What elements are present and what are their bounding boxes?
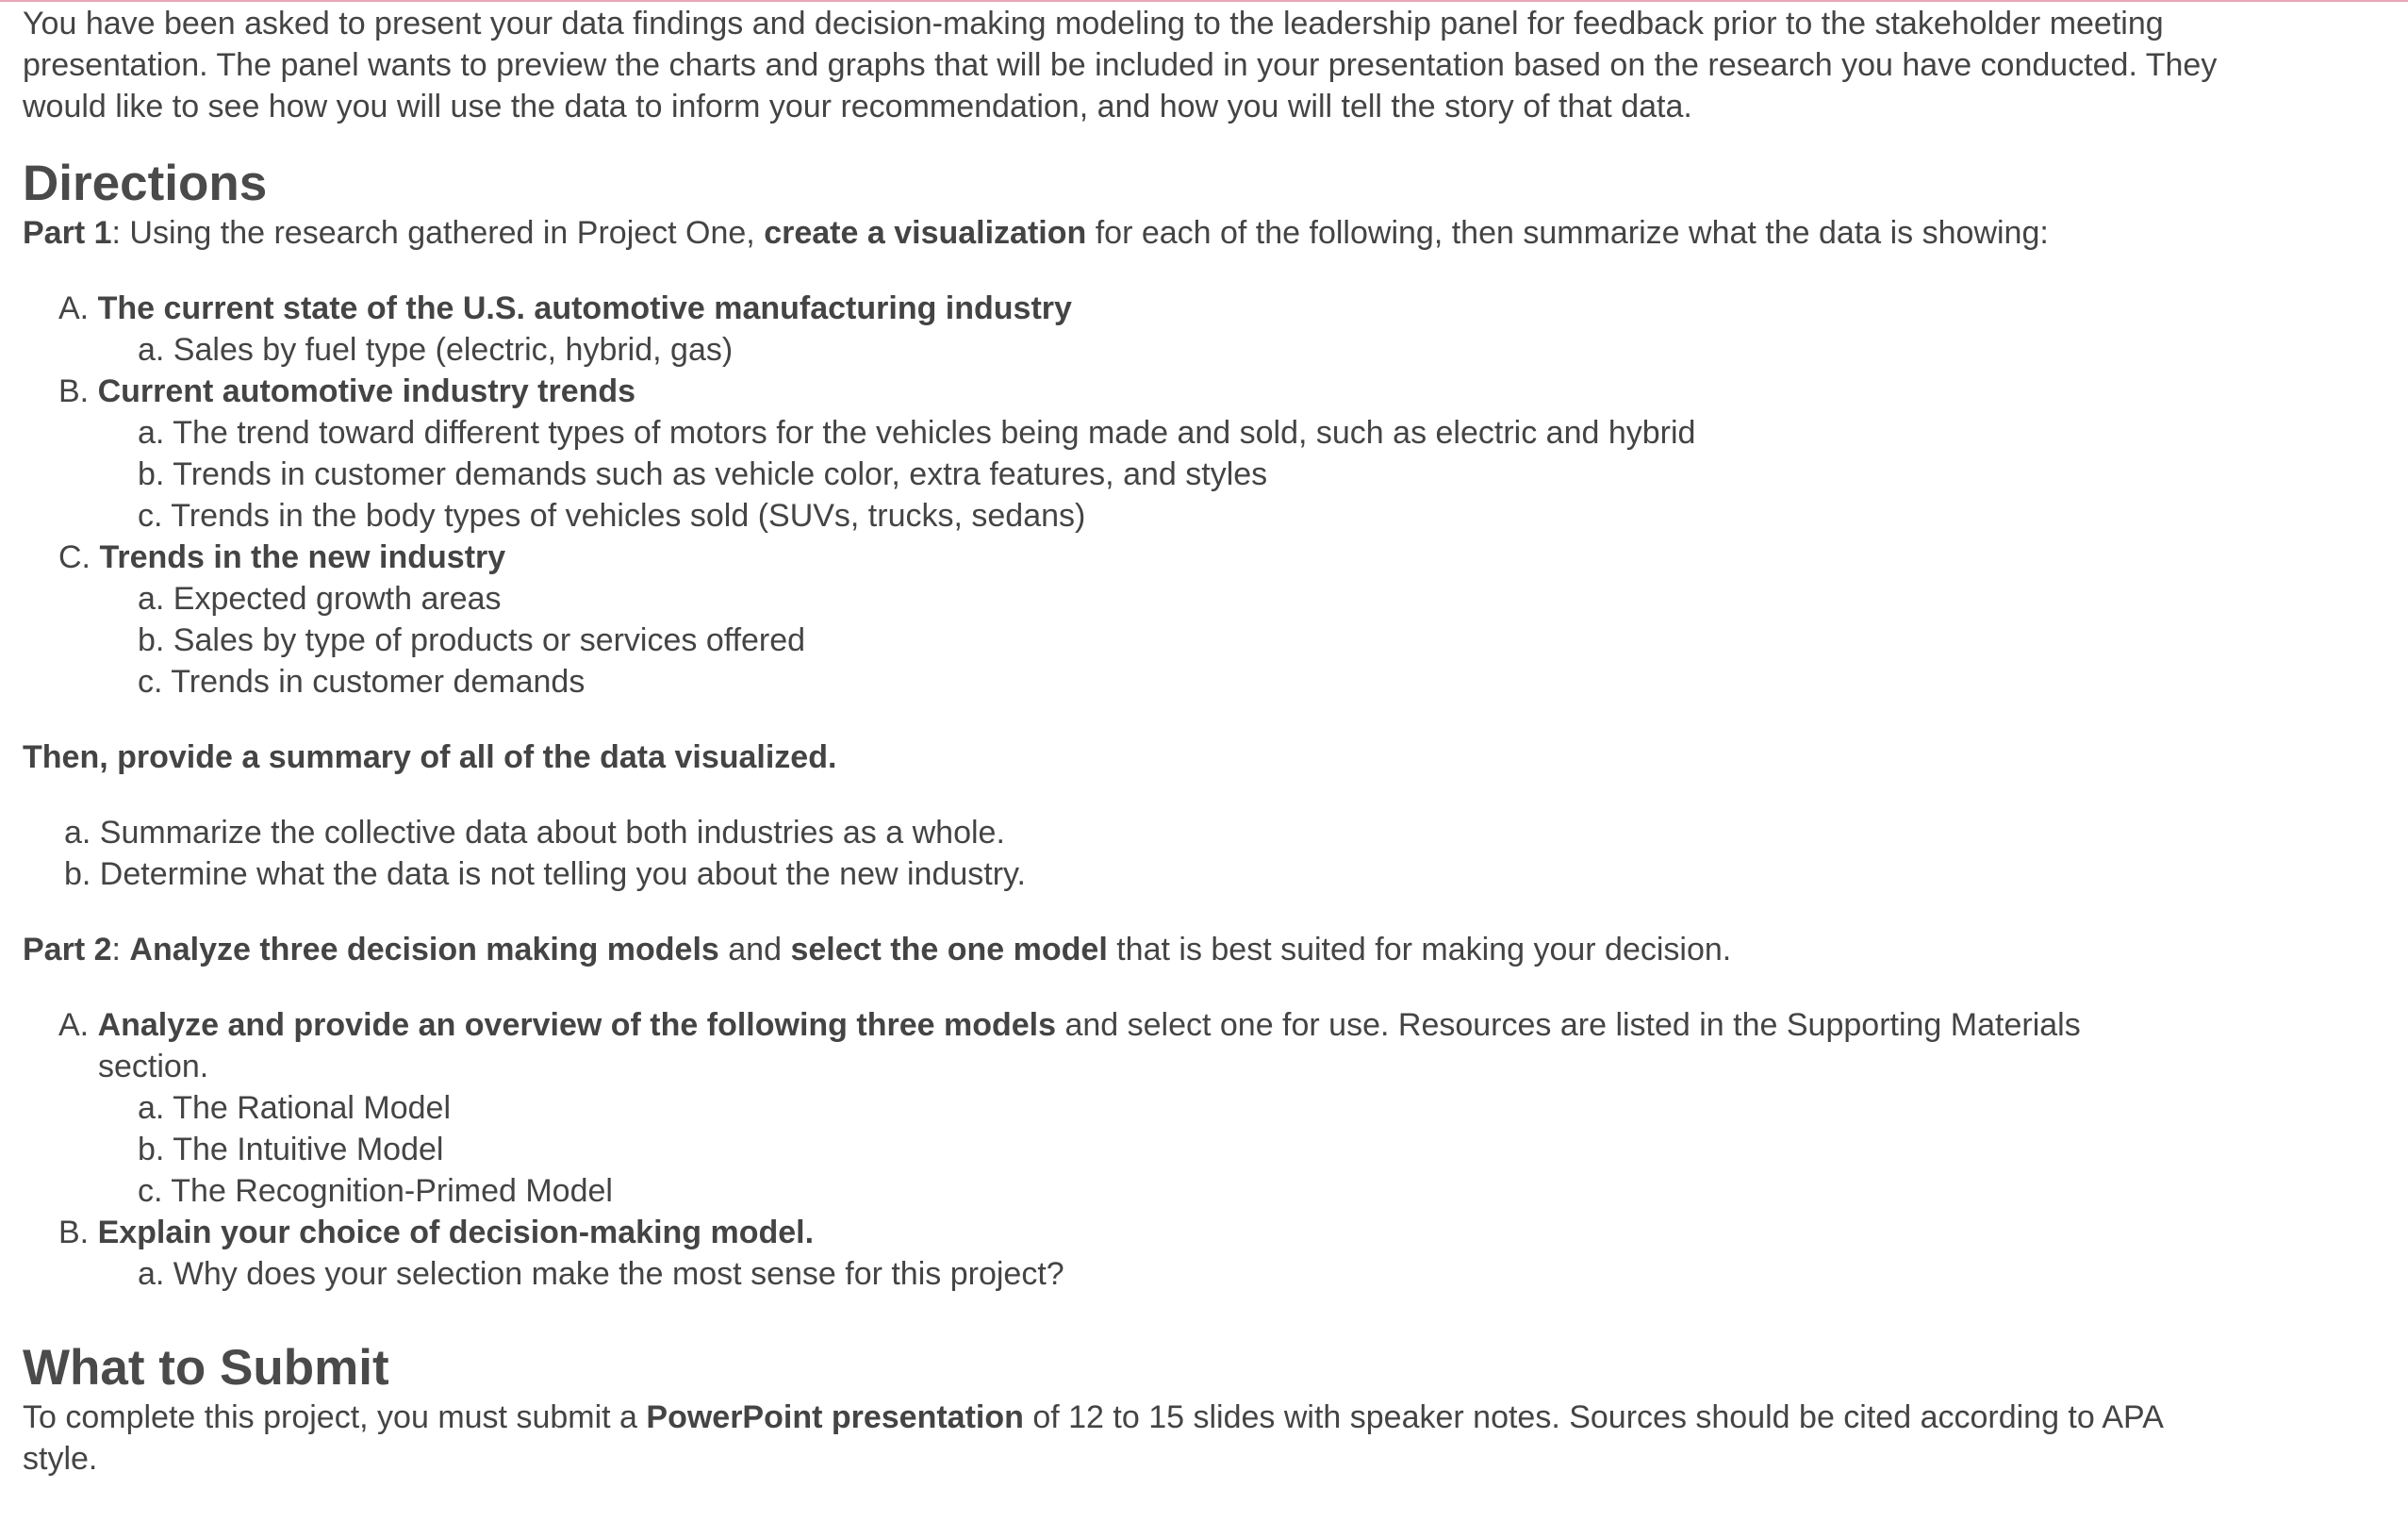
summary-heading-text: Then, provide a summary of all of the data visualized. xyxy=(23,739,837,775)
sub-item: a. Sales by fuel type (electric, hybrid, gas) xyxy=(138,332,734,368)
list-item-title: The current state of the U.S. automotive manufacturing industry xyxy=(97,290,1072,326)
intro-paragraph: You have been asked to present your data findings and decision-making modeling to the leadership panel for feedback prior to the stakeholder meeting presentation. The panel wants to preview the charts and graphs that will be included in your presentation based on the research you have conducted. They would like to see how you will use the data to inform your recommendation, and how you will tell the story of that data. xyxy=(23,6,2218,124)
part1-label: Part 1 xyxy=(23,215,112,251)
part2-label: Part 2 xyxy=(23,932,112,967)
list-item-title: Explain your choice of decision-making model. xyxy=(97,1215,815,1250)
assignment-content xyxy=(23,0,2380,1480)
list-item-b xyxy=(23,1212,2380,1253)
sub-item: b. The Intuitive Model xyxy=(138,1132,444,1167)
summary-item: b. Determine what the data is not telling you about the new industry. xyxy=(64,856,1026,892)
summary-list xyxy=(23,812,2380,895)
sub-item: c. The Recognition-Primed Model xyxy=(138,1173,613,1209)
list-marker: B. xyxy=(58,1215,90,1250)
list-item-bold: Analyze and provide an overview of the following three models xyxy=(97,1007,1056,1043)
sub-item: b. Sales by type of products or services offered xyxy=(138,622,806,658)
sub-item: c. Trends in the body types of vehicles sold (SUVs, trucks, sedans) xyxy=(138,498,1086,534)
sub-item: b. Trends in customer demands such as vehicle color, extra features, and styles xyxy=(138,456,1268,492)
submit-bold: PowerPoint presentation xyxy=(646,1399,1024,1435)
list-marker: B. xyxy=(58,373,90,409)
list-item-c xyxy=(23,537,2380,578)
part2-bold-2: select the one model xyxy=(790,932,1108,967)
sub-item: a. The trend toward different types of motors for the vehicles being made and sold, such as electric and hybrid xyxy=(138,415,1696,451)
list-item-b xyxy=(23,371,2380,412)
submit-text-before: To complete this project, you must submit a xyxy=(23,1399,647,1435)
sub-item: c. Trends in customer demands xyxy=(138,664,586,700)
part2-list xyxy=(23,1004,2380,1295)
list-item-title: Trends in the new industry xyxy=(99,539,506,575)
list-marker: A. xyxy=(58,290,90,326)
part2-mid: and xyxy=(718,932,791,967)
submit-text-after: of 12 to 15 slides with speaker notes. Sources should be cited according to APA style. xyxy=(23,1399,2162,1477)
part1-text-after: for each of the following, then summarize what the data is showing: xyxy=(1086,215,2049,251)
part2-sep: : xyxy=(111,932,130,967)
summary-item: a. Summarize the collective data about both industries as a whole. xyxy=(64,815,1005,851)
submit-heading: What to Submit xyxy=(23,1340,389,1396)
list-marker: C. xyxy=(58,539,91,575)
list-item-a xyxy=(23,1004,2172,1087)
part2-instruction xyxy=(23,929,2380,970)
directions-heading: Directions xyxy=(23,156,268,211)
list-item-title: Current automotive industry trends xyxy=(97,373,636,409)
part2-bold-1: Analyze three decision making models xyxy=(129,932,719,967)
list-item-text: and select one for use. Resources are listed in the Supporting Materials section. xyxy=(98,1007,2081,1084)
list-marker: A. xyxy=(58,1007,98,1043)
summary-heading xyxy=(23,736,2380,778)
part1-instruction xyxy=(23,212,2380,254)
sub-item: a. The Rational Model xyxy=(138,1090,452,1126)
submit-paragraph xyxy=(23,1397,2229,1480)
part1-list xyxy=(23,288,2380,703)
sub-item: a. Expected growth areas xyxy=(138,581,502,617)
sub-item: a. Why does your selection make the most sense for this project? xyxy=(138,1256,1064,1292)
list-item-a xyxy=(23,288,2380,329)
part1-text-before: : Using the research gathered in Project One, xyxy=(111,215,765,251)
part1-bold: create a visualization xyxy=(764,215,1087,251)
part2-text-after: that is best suited for making your decision. xyxy=(1107,932,1732,967)
